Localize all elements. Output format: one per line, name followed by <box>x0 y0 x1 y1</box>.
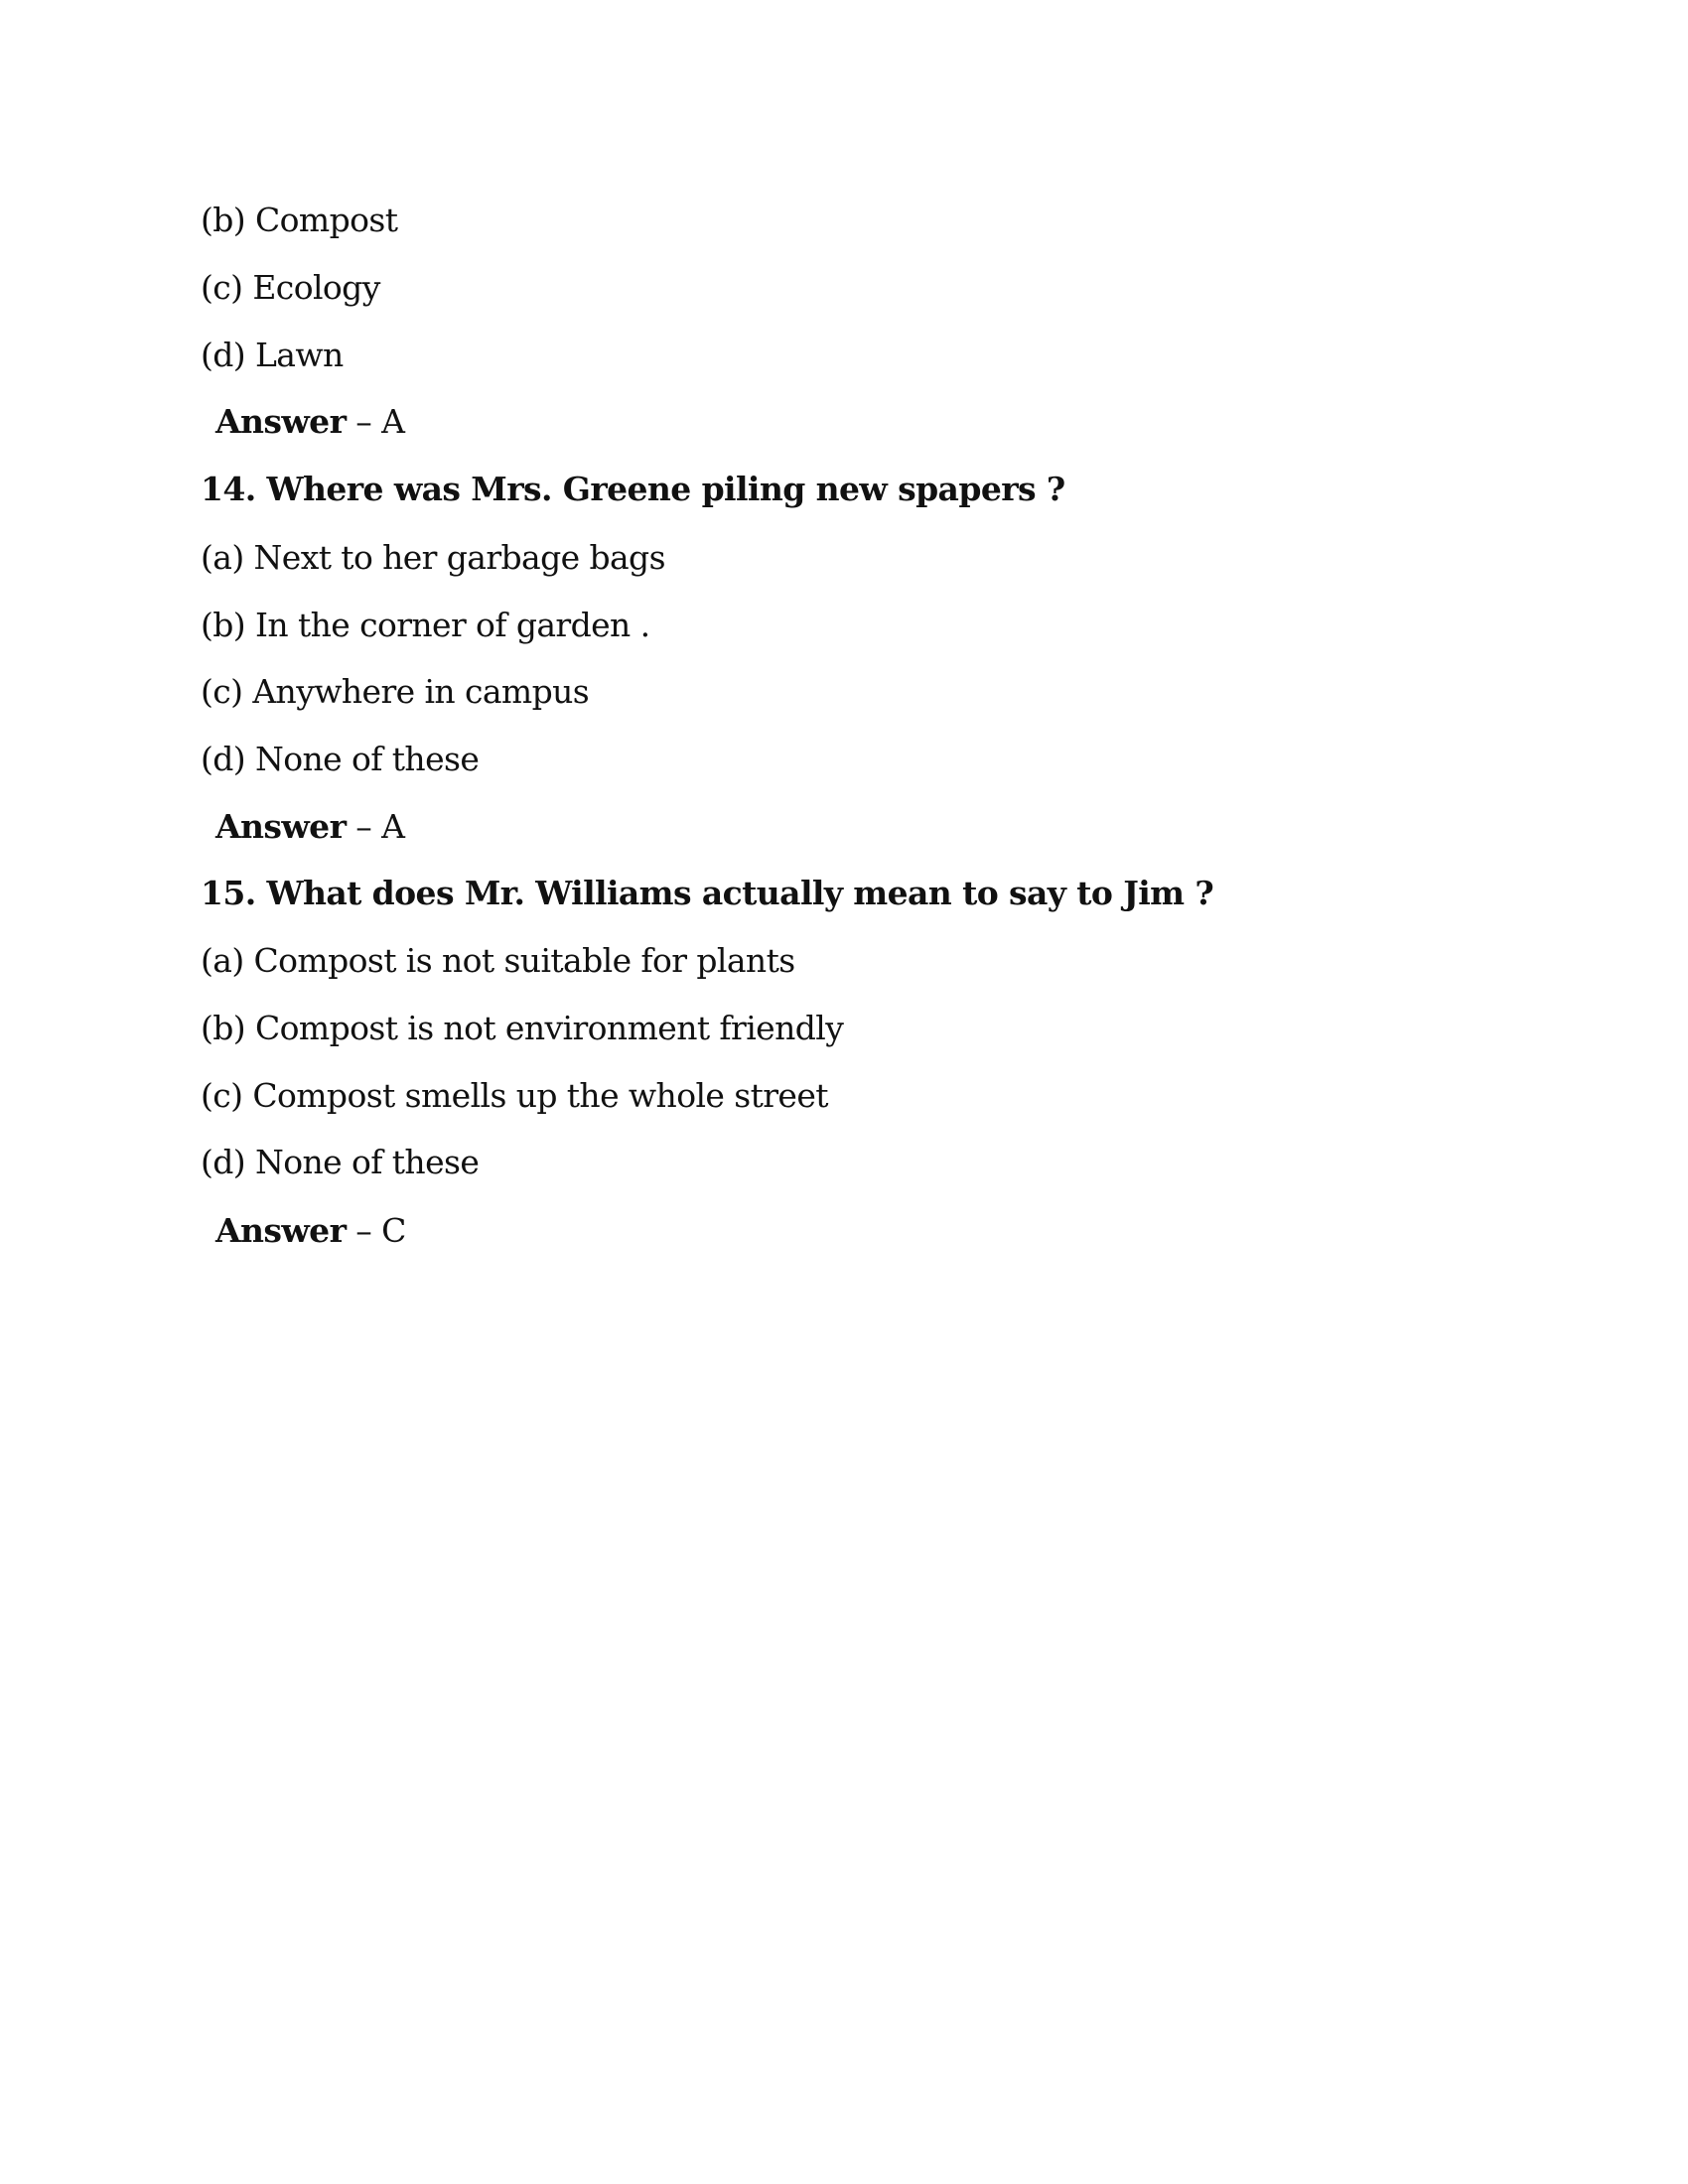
answer-15 <box>215 1211 406 1251</box>
answer-13 <box>215 402 404 442</box>
question-15-option-c: (c) Compost smells up the whole street <box>201 1076 828 1115</box>
answer-value: A <box>381 807 405 846</box>
answer-label: Answer <box>215 807 347 846</box>
answer-label: Answer <box>215 1211 347 1250</box>
question-14-option-d: (d) None of these <box>201 740 480 778</box>
option-d-lawn: (d) Lawn <box>201 336 344 374</box>
answer-separator: – <box>346 807 382 846</box>
question-15-option-a: (a) Compost is not suitable for plants <box>201 941 795 980</box>
question-14-option-a: (a) Next to her garbage bags <box>201 538 665 577</box>
question-15-option-d: (d) None of these <box>201 1143 480 1181</box>
option-c-ecology: (c) Ecology <box>201 268 380 307</box>
question-14-option-c: (c) Anywhere in campus <box>201 672 590 711</box>
question-15-option-b: (b) Compost is not environment friendly <box>201 1009 844 1047</box>
question-14: 14. Where was Mrs. Greene piling new spapers ? <box>201 470 1065 508</box>
question-14-option-b: (b) In the corner of garden . <box>201 606 650 644</box>
answer-value: C <box>381 1211 406 1250</box>
answer-label: Answer <box>215 402 347 441</box>
answer-value: A <box>381 402 405 441</box>
option-b-compost: (b) Compost <box>201 201 398 239</box>
answer-separator: – <box>346 1211 382 1250</box>
answer-separator: – <box>346 402 382 441</box>
question-15: 15. What does Mr. Williams actually mean to say to Jim ? <box>201 874 1214 912</box>
answer-14 <box>215 807 404 847</box>
